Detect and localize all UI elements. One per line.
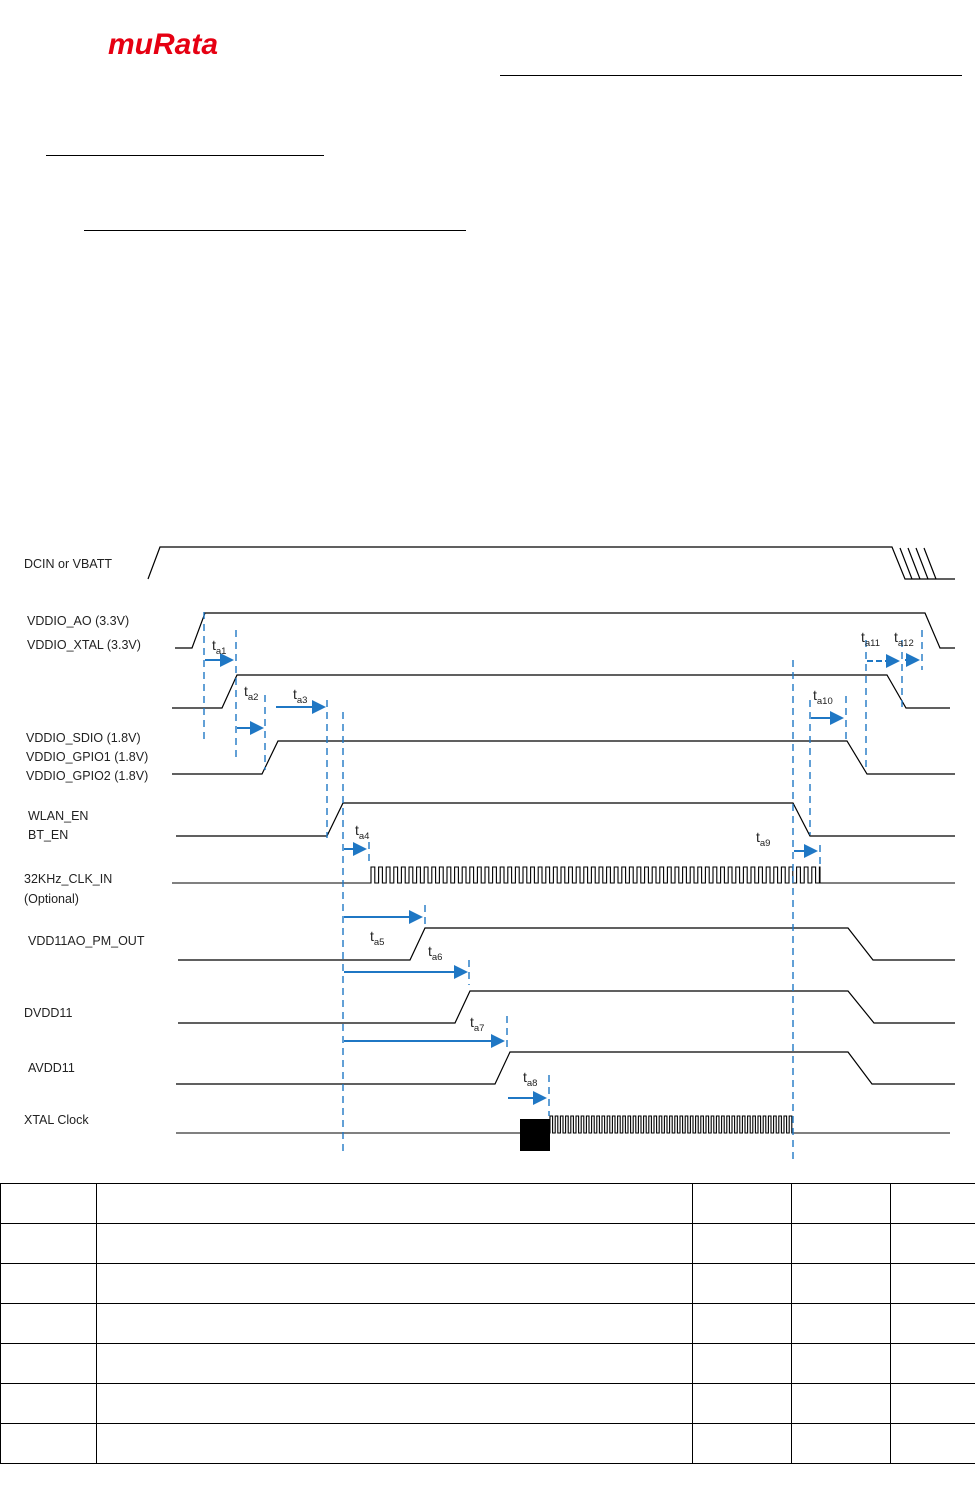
table-cell: [97, 1184, 693, 1224]
table-cell: [97, 1264, 693, 1304]
table-cell: [97, 1424, 693, 1464]
signal-label-dcin: DCIN or VBATT: [24, 557, 112, 571]
timing-label-ta7: $t_{a7}$: [470, 1014, 485, 1034]
table-cell: [1, 1224, 97, 1264]
murata-logo: [108, 28, 268, 62]
timing-label-ta8: $t_{a8}$: [523, 1069, 538, 1089]
waveform-xtal-clock: [176, 1116, 950, 1133]
table-cell: [693, 1344, 792, 1384]
waveform-32khz-clk: [172, 867, 955, 883]
waveform-dvdd11: [178, 991, 955, 1023]
table-cell: [792, 1224, 891, 1264]
waveform-vddio-ao: [175, 613, 955, 648]
table-cell: [97, 1344, 693, 1384]
table-cell: [891, 1304, 975, 1344]
table-cell: [792, 1264, 891, 1304]
table-row: [1, 1184, 975, 1224]
table-cell: [1, 1184, 97, 1224]
waveform-wlan-en: [176, 803, 955, 836]
timing-parameter-table: [0, 1183, 975, 1464]
power-sequence-timing-diagram: [0, 520, 975, 1170]
waveform-dcin: [148, 547, 955, 579]
timing-label-ta11: $t_{a11}$: [861, 629, 881, 649]
logo-text: muRata: [108, 28, 219, 61]
table-cell: [891, 1264, 975, 1304]
table-cell: [891, 1424, 975, 1464]
table-cell: [1, 1304, 97, 1344]
table-cell: [97, 1224, 693, 1264]
table-cell: [693, 1304, 792, 1344]
table-cell: [891, 1184, 975, 1224]
table-row: [1, 1224, 975, 1264]
timing-label-ta9: $t_{a9}$: [756, 829, 771, 849]
table-cell: [891, 1344, 975, 1384]
waveform-vdd11ao-pm-out: [178, 928, 955, 960]
header-rule: [500, 75, 962, 76]
timing-label-ta4: $t_{a4}$: [355, 822, 370, 842]
timing-label-ta12: $t_{a12}$: [894, 629, 914, 649]
waveform-dcin-falling-hatch: [900, 548, 936, 579]
timing-label-ta2: $t_{a2}$: [244, 683, 259, 703]
signal-label-vddio-ao: VDDIO_AO (3.3V): [27, 614, 130, 628]
table-cell: [792, 1344, 891, 1384]
table-cell: [891, 1384, 975, 1424]
timing-label-ta1: $t_{a1}$: [212, 637, 227, 657]
waveform-intermediate-rail: [172, 675, 950, 708]
table-row: [1, 1304, 975, 1344]
table-cell: [1, 1384, 97, 1424]
xtal-clock-startup-burst: [520, 1119, 550, 1151]
table-cell: [693, 1264, 792, 1304]
table-cell: [693, 1384, 792, 1424]
signal-label-vddio-gpio2: VDDIO_GPIO2 (1.8V): [26, 769, 149, 783]
table-cell: [693, 1424, 792, 1464]
table-row: [1, 1384, 975, 1424]
waveform-avdd11: [176, 1052, 955, 1084]
table-cell: [693, 1184, 792, 1224]
signal-label-dvdd11: DVDD11: [24, 1006, 73, 1020]
signal-label-vdd11ao-pm-out: VDD11AO_PM_OUT: [28, 934, 145, 948]
signal-label-vddio-sdio: VDDIO_SDIO (1.8V): [26, 731, 141, 745]
table-cell: [97, 1304, 693, 1344]
table-cell: [1, 1264, 97, 1304]
table-row: [1, 1264, 975, 1304]
signal-label-vddio-gpio1: VDDIO_GPIO1 (1.8V): [26, 750, 149, 764]
table-cell: [792, 1304, 891, 1344]
timing-label-ta5: $t_{a5}$: [370, 928, 385, 948]
signal-label-wlan-en: WLAN_EN: [28, 809, 89, 823]
table-cell: [891, 1224, 975, 1264]
heading-underline-2: [84, 230, 466, 231]
table-row: [1, 1424, 975, 1464]
table-cell: [792, 1384, 891, 1424]
table-cell: [97, 1384, 693, 1424]
timing-label-ta3: $t_{a3}$: [293, 686, 308, 706]
signal-label-32khz-clk-in: 32KHz_CLK_IN: [24, 872, 113, 886]
signal-label-avdd11: AVDD11: [28, 1061, 75, 1075]
table-cell: [1, 1424, 97, 1464]
heading-underline-1: [46, 155, 324, 156]
table-cell: [792, 1184, 891, 1224]
signal-label-optional: (Optional): [24, 892, 79, 906]
table-row: [1, 1344, 975, 1384]
table-cell: [792, 1424, 891, 1464]
signal-label-bt-en: BT_EN: [28, 828, 69, 842]
signal-label-vddio-xtal: VDDIO_XTAL (3.3V): [27, 638, 141, 652]
table-cell: [1, 1344, 97, 1384]
timing-label-ta10: $t_{a10}$: [813, 687, 833, 707]
timing-label-ta6: $t_{a6}$: [428, 943, 443, 963]
waveform-vddio-sdio: [172, 741, 955, 774]
signal-label-xtal-clock: XTAL Clock: [24, 1113, 89, 1127]
table-cell: [693, 1224, 792, 1264]
